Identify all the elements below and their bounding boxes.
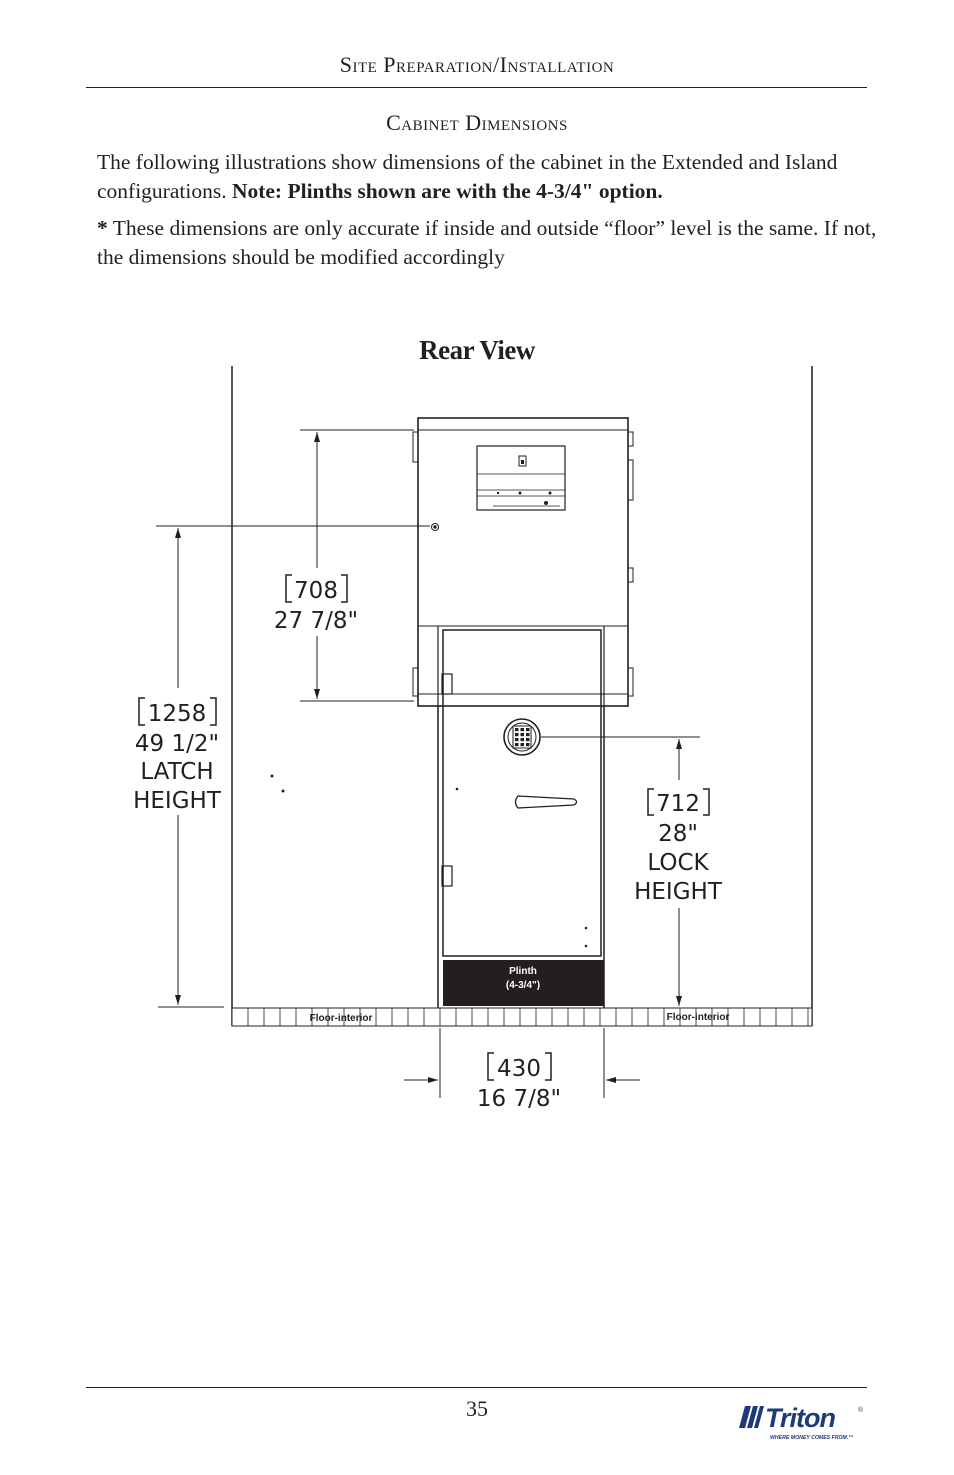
drawing-title: Rear View	[419, 335, 535, 365]
lower-cabinet	[271, 626, 604, 1008]
intro-paragraph	[97, 148, 887, 206]
dimension-712-mm: 712	[656, 791, 700, 817]
accuracy-note-text: These dimensions are only accurate if inside and outside “floor” level is the same. If not, the dimensions should be modified accordingly	[97, 216, 877, 269]
floor-label-right: Floor-interior	[666, 1012, 730, 1023]
lock-label: LOCK	[647, 850, 709, 876]
dimension-1258-mm: 1258	[147, 701, 207, 727]
header-rule	[86, 87, 867, 88]
intro-text: The following illustrations show dimensions of the cabinet in the Extended and Island configurations.	[97, 150, 838, 203]
plinth-label: Plinth	[509, 966, 537, 977]
cash-dispenser-panel	[477, 446, 565, 510]
lock-height-label: HEIGHT	[634, 879, 722, 905]
dimension-708-mm: 708	[294, 578, 338, 604]
dimension-708-inch: 27 7/8"	[273, 608, 359, 634]
page-number: 35	[466, 1396, 488, 1421]
note-asterisk: *	[97, 216, 108, 240]
page-header: Site Preparation/Installation	[339, 52, 615, 77]
dimension-430-inch: 16 7/8"	[476, 1086, 562, 1112]
logo-brand: Triton	[765, 1403, 835, 1433]
triton-stripes-icon	[739, 1406, 764, 1428]
triton-logo	[736, 1400, 866, 1445]
dimension-708	[286, 430, 414, 701]
latch-height-label: HEIGHT	[133, 788, 221, 814]
keypad-lock	[504, 719, 540, 755]
rear-view-drawing	[0, 330, 954, 1120]
dimension-712-inch: 28"	[658, 821, 698, 847]
floor-label-left: Floor-interior	[309, 1013, 373, 1024]
footer-rule	[86, 1387, 867, 1388]
logo-registered-mark: ®	[858, 1407, 864, 1414]
logo-tagline: WHERE MONEY COMES FROM.™	[770, 1435, 854, 1441]
intro-note: Note: Plinths shown are with the 4-3/4" option.	[231, 179, 663, 203]
accuracy-note	[97, 214, 887, 272]
dimension-430-mm: 430	[497, 1056, 541, 1082]
latch-label: LATCH	[140, 759, 214, 785]
dimension-1258-inch: 49 1/2"	[134, 731, 220, 757]
section-title: Cabinet Dimensions	[386, 110, 568, 135]
plinth-size-label: (4-3/4")	[505, 980, 541, 991]
